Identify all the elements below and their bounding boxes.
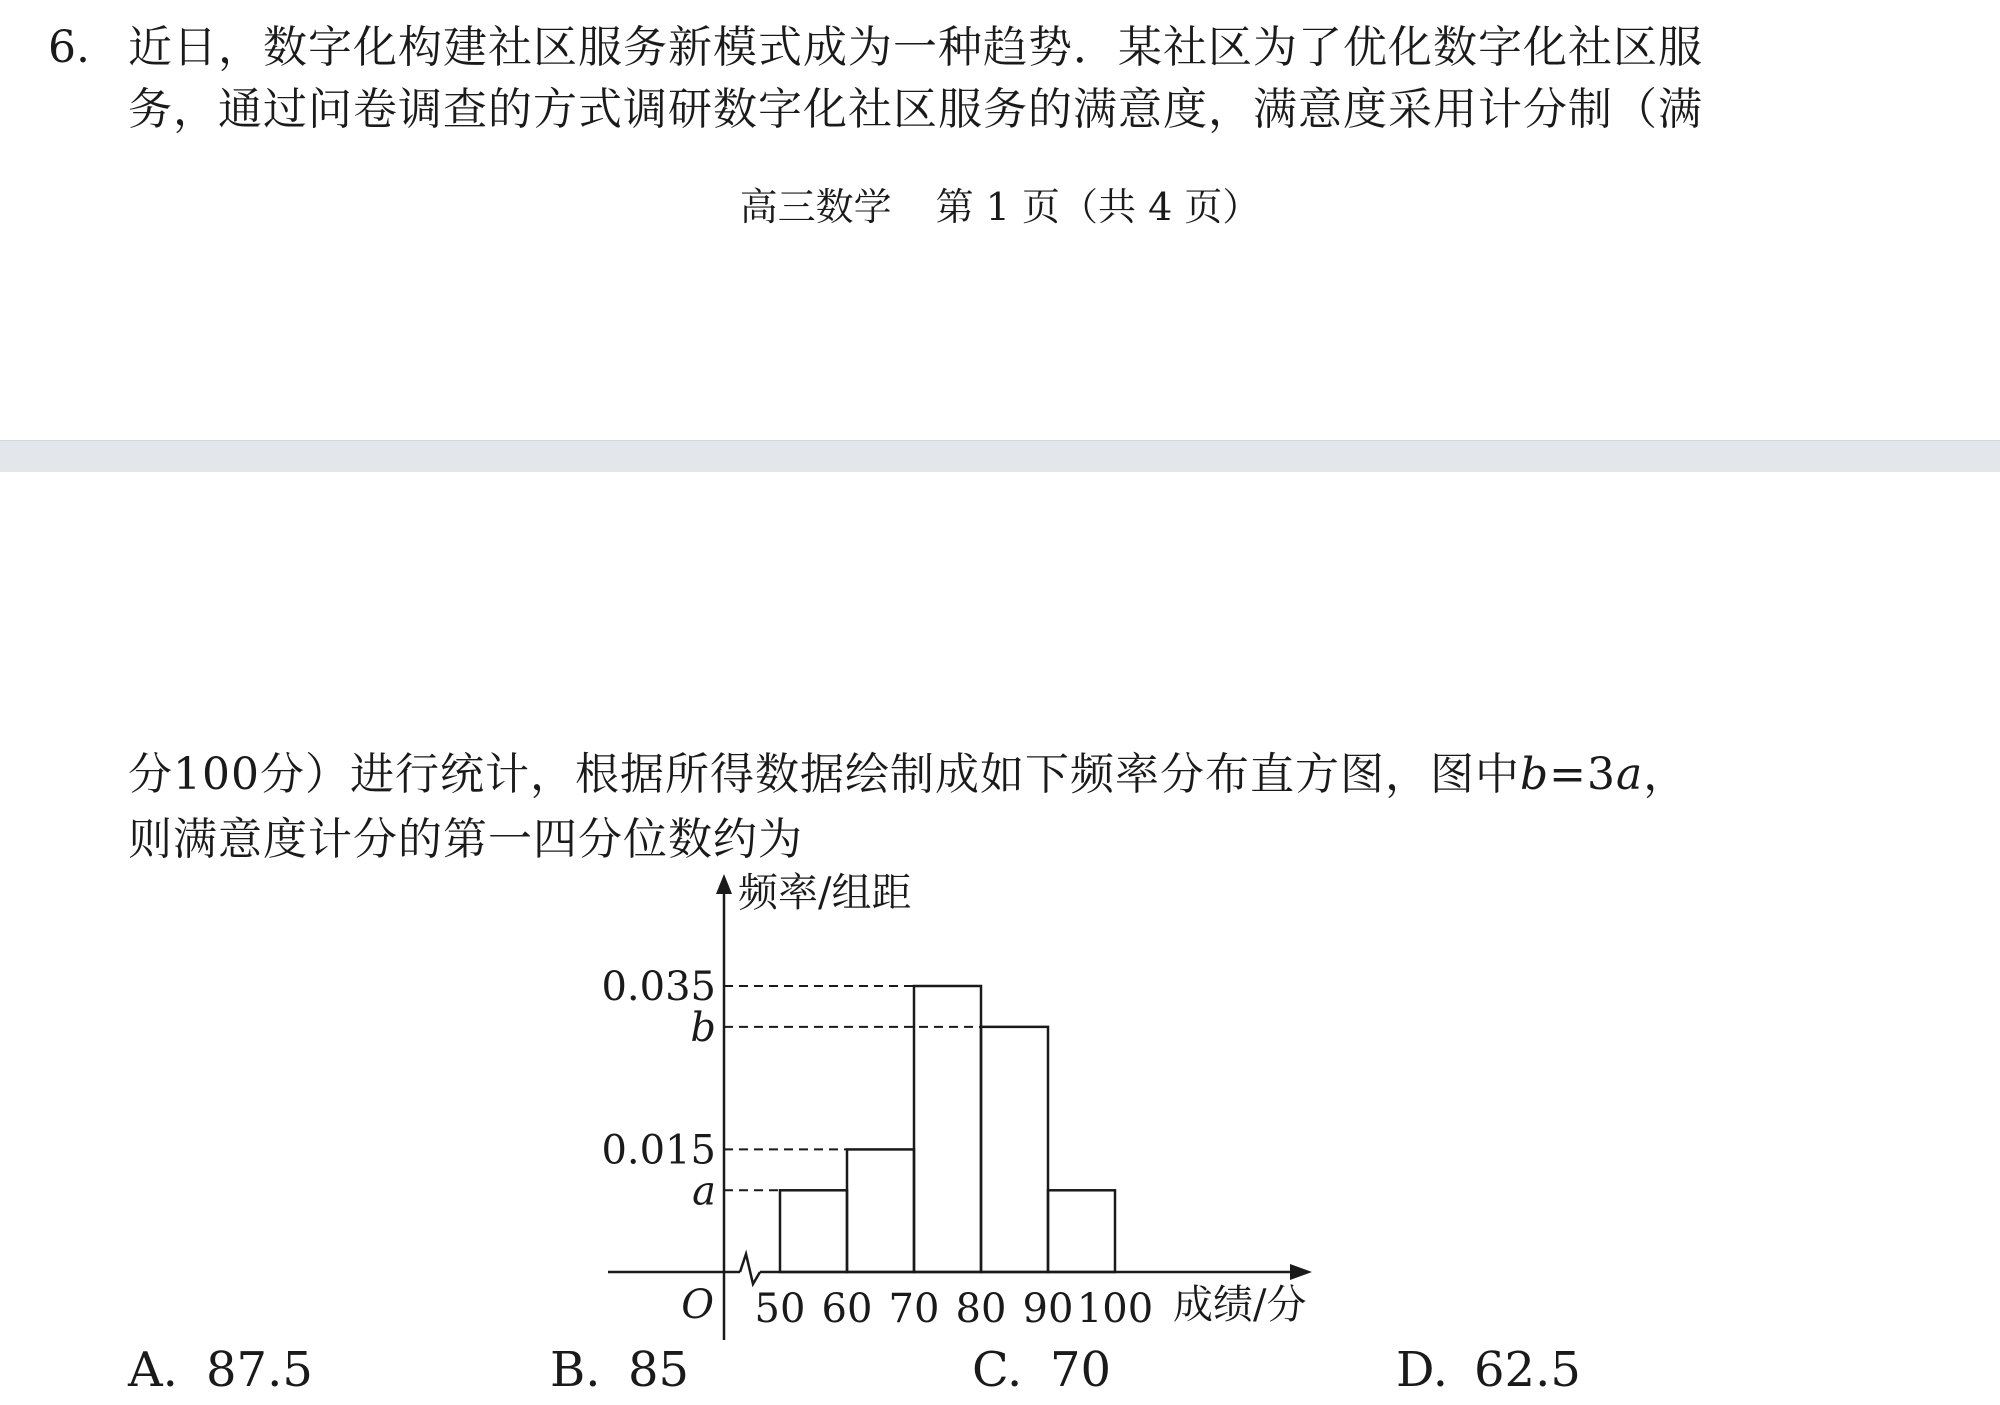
x-tick-label: 50 [754,1286,806,1332]
question-number: 6. [48,22,90,73]
question-text-line-3 [128,745,1888,805]
option-d[interactable] [1396,1340,1581,1400]
y-tick-label: b [690,1004,716,1051]
histogram-chart [590,870,1350,1340]
y-axis-arrow [716,874,732,894]
option-d-label: D. [1396,1342,1449,1398]
question-text-line-3-main: 分100分）进行统计，根据所得数据绘制成如下频率分布直方图，图中 [128,749,1520,800]
question-text-line-1: 近日，数字化构建社区服务新模式成为一种趋势．某社区为了优化数字化社区服 [128,22,1703,73]
y-tick-label: a [692,1168,716,1215]
question-text-line-2: 务，通过问卷调查的方式调研数字化社区服务的满意度，满意度采用计分制（满 [128,84,1703,135]
math-var-b: b [1519,749,1550,800]
footer-page-number: 第 1 页（共 4 页） [935,185,1261,229]
option-b-label: B. [550,1342,601,1398]
axis-break-mark [740,1254,760,1284]
x-tick-label: 100 [1076,1286,1154,1332]
option-a[interactable] [128,1340,313,1400]
x-axis-title: 成绩/分 [1173,1282,1307,1328]
option-c-label: C. [972,1342,1023,1398]
y-tick-label: 0.015 [601,1127,716,1174]
x-tick-label: 80 [955,1286,1007,1332]
histogram-bar [981,1027,1048,1272]
math-equals-three: =3 [1549,749,1617,800]
histogram-bar [847,1149,914,1272]
page-separator [0,440,2000,474]
x-axis-arrow [1290,1264,1312,1280]
histogram-svg [590,870,1350,1340]
x-tick-label: 70 [888,1286,940,1332]
y-axis-title: 频率/组距 [738,870,912,916]
question-text-line-3-end: ， [1643,749,1689,800]
origin-label: O [681,1282,714,1328]
option-b-value: 85 [628,1342,690,1398]
x-tick-label: 60 [821,1286,873,1332]
option-a-label: A. [128,1342,178,1398]
option-a-value: 87.5 [206,1342,313,1398]
y-tick-label: 0.035 [601,964,716,1010]
footer-subject: 高三数学 [739,185,892,229]
option-c-value: 70 [1050,1342,1112,1398]
option-b[interactable] [550,1340,689,1400]
histogram-bar [780,1190,847,1272]
math-var-a: a [1616,749,1644,800]
histogram-bar [914,986,981,1272]
page-1-bottom [0,0,2000,440]
histogram-bar [1048,1190,1115,1272]
option-c[interactable] [972,1340,1111,1400]
page-footer [0,182,2000,232]
option-d-value: 62.5 [1474,1342,1581,1398]
x-tick-label: 90 [1022,1286,1074,1332]
question-text-line-4: 则满意度计分的第一四分位数约为 [128,814,803,865]
